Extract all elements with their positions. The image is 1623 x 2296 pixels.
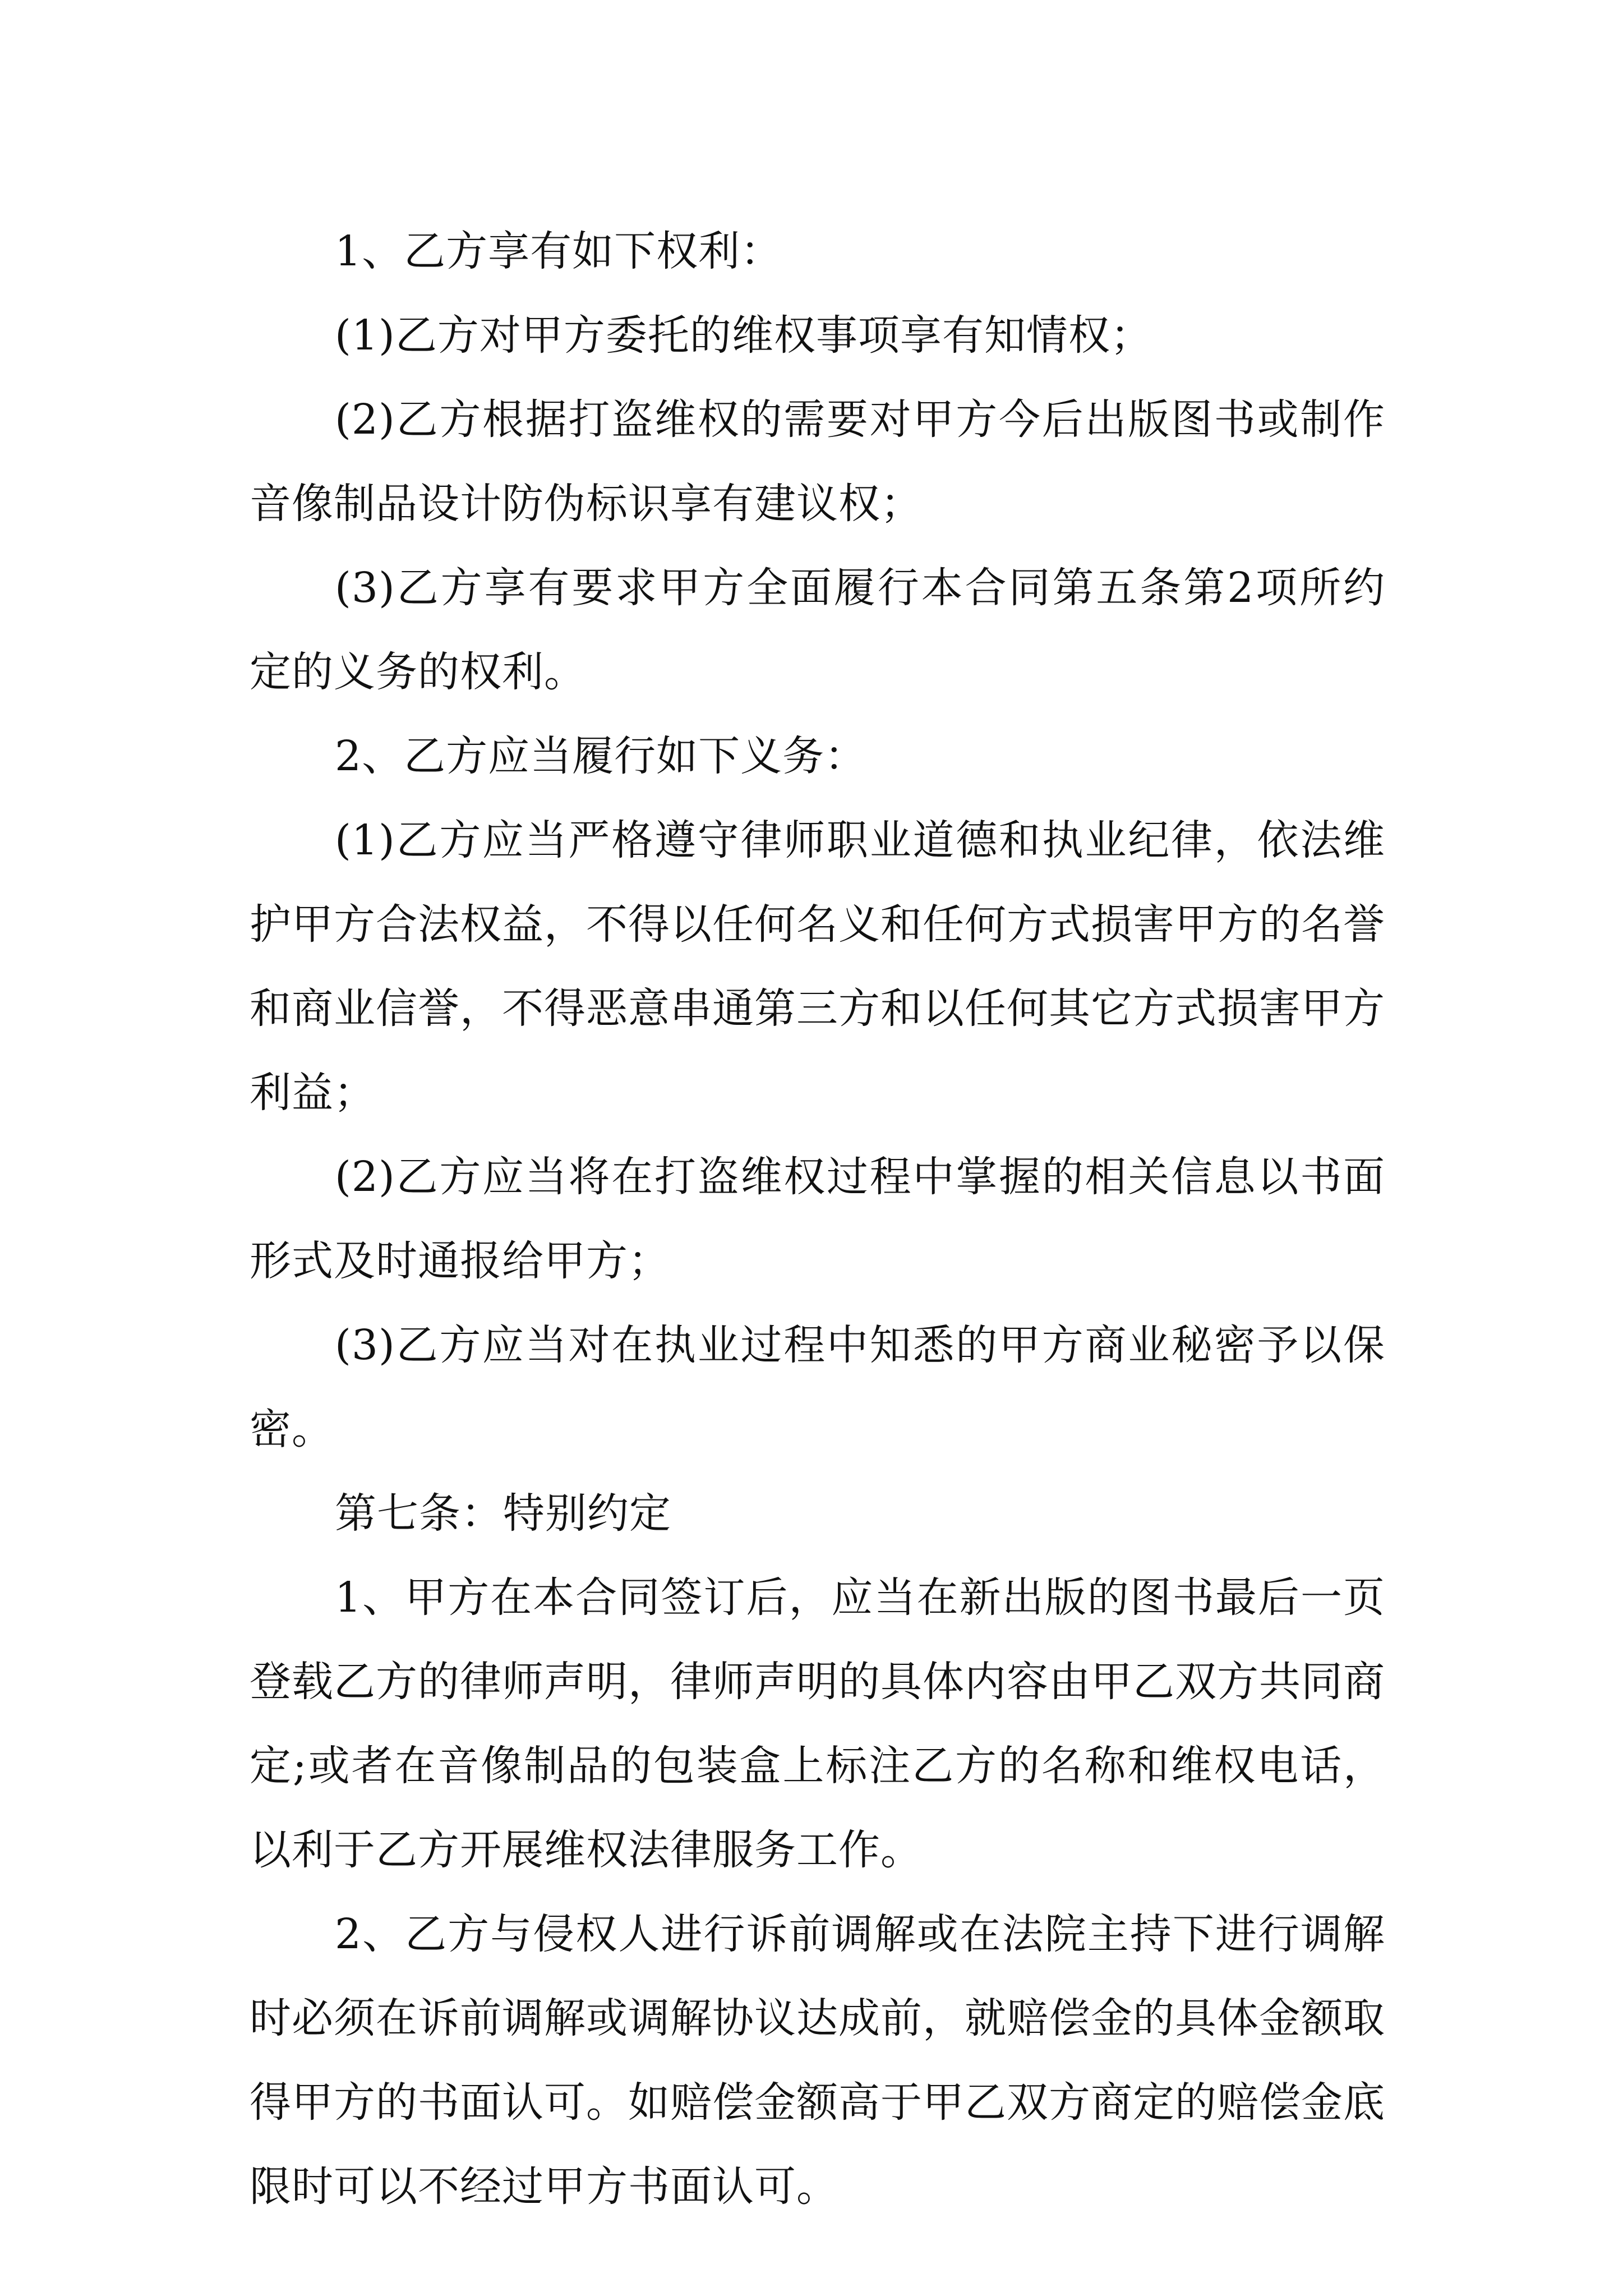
document-body (250, 209, 1385, 2229)
paragraph-rights-heading: 1、乙方享有如下权利： (335, 227, 783, 275)
paragraph-special-2: 2、乙方与侵权人进行诉前调解或在法院主持下进行调解时必须在诉前调解或调解协议达成前，就赔偿金的具体金额取得甲方的书面认可。如赔偿金额高于甲乙双方商定的赔偿金底限时可以不经过甲方书面认可。 (250, 1910, 1385, 2211)
paragraph-obligation-3: (3)乙方应当对在执业过程中知悉的甲方商业秘密予以保密。 (250, 1321, 1385, 1453)
paragraph-right-2: (2)乙方根据打盗维权的需要对甲方今后出版图书或制作音像制品设计防伪标识享有建议权； (250, 395, 1385, 528)
paragraph-obligation-1: (1)乙方应当严格遵守律师职业道德和执业纪律，依法维护甲方合法权益，不得以任何名义和任何方式损害甲方的名誉和商业信誉，不得恶意串通第三方和以任何其它方式损害甲方利益； (250, 816, 1385, 1117)
paragraph-obligations-heading: 2、乙方应当履行如下义务： (335, 732, 867, 780)
paragraph-obligation-2: (2)乙方应当将在打盗维权过程中掌握的相关信息以书面形式及时通报给甲方； (250, 1153, 1385, 1285)
paragraph-right-1: (1)乙方对甲方委托的维权事项享有知情权； (335, 311, 1152, 360)
paragraph-right-3: (3)乙方享有要求甲方全面履行本合同第五条第2项所约定的义务的权利。 (250, 564, 1385, 696)
section-heading-article-7: 第七条：特别约定 (335, 1489, 671, 1538)
paragraph-special-1: 1、甲方在本合同签订后，应当在新出版的图书最后一页登载乙方的律师声明，律师声明的具体内容由甲乙双方共同商定;或者在音像制品的包装盒上标注乙方的名称和维权电话，以利于乙方开展维权法律服务工作。 (250, 1573, 1385, 1874)
